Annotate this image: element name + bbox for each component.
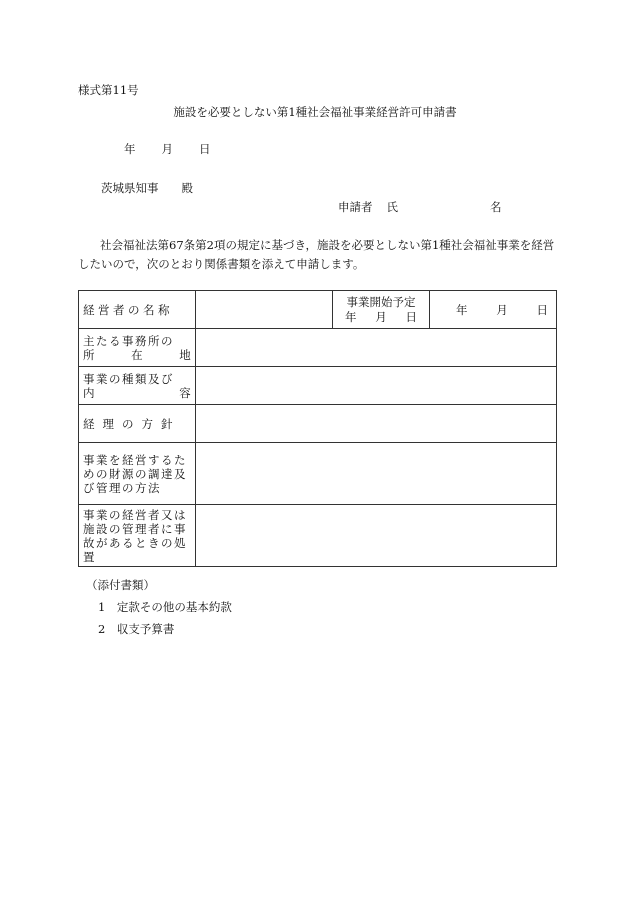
business-type-field[interactable] [196, 367, 557, 405]
table-row [79, 329, 557, 367]
form-number: 様式第11号 [78, 83, 139, 97]
operator-name-field[interactable] [196, 291, 333, 329]
applicant-name-last: 名 [490, 200, 502, 214]
date-month: 月 [161, 142, 173, 156]
table-row [79, 505, 557, 567]
addressee: 茨城県知事 殿 [101, 181, 193, 195]
application-body-text: 社会福祉法第67条第2項の規定に基づき，施設を必要としない第1種社会福祉事業を経営したいので，次のとおり関係書類を添えて申請します。 [78, 238, 555, 271]
start-date-value-year: 年 [456, 302, 468, 317]
attachment-item: 2 収支予算書 [98, 622, 175, 636]
office-label-char-b: 在 [131, 347, 143, 362]
table-row [79, 405, 557, 443]
business-label-char-a: 内 [83, 385, 95, 400]
funding-method-label: 事業を経営するための財源の調達及び管理の方法 [79, 443, 196, 505]
funding-method-field[interactable] [196, 443, 557, 505]
start-date-value-month: 月 [496, 302, 508, 317]
date-day: 日 [199, 142, 211, 156]
applicant-label: 申請者 [338, 200, 373, 214]
accident-measures-label: 事業の経営者又は施設の管理者に事故があるときの処置 [79, 505, 196, 567]
start-date-label-day: 日 [405, 309, 417, 324]
start-date-label-line1: 事業開始予定 [346, 294, 416, 309]
attachments-heading: （添付書類） [86, 578, 155, 592]
application-form-table [78, 290, 557, 567]
table-row [79, 367, 557, 405]
attachment-item: 1 定款その他の基本約款 [98, 600, 232, 614]
date-year: 年 [124, 142, 136, 156]
operator-name-label: 経営者の名称 [79, 291, 196, 329]
office-label-char-c: 地 [179, 347, 191, 362]
applicant-line [338, 199, 502, 215]
office-location-field[interactable] [196, 329, 557, 367]
accounting-policy-field[interactable] [196, 405, 557, 443]
office-label-char-a: 所 [83, 347, 95, 362]
start-date-value-day: 日 [536, 302, 548, 317]
start-date-label-year: 年 [345, 309, 357, 324]
start-date-label [333, 291, 430, 329]
business-label-char-b: 容 [179, 385, 191, 400]
date-line [124, 141, 211, 157]
document-title: 施設を必要としない第1種社会福祉事業経営許可申請書 [173, 105, 457, 119]
start-date-field[interactable] [430, 291, 557, 329]
business-label-line1: 事業の種類及び [83, 371, 174, 386]
office-label-line1: 主たる事務所の [83, 333, 174, 348]
applicant-name-first: 氏 [386, 200, 398, 214]
start-date-label-month: 月 [375, 309, 387, 324]
table-row [79, 443, 557, 505]
office-location-label [79, 329, 196, 367]
accounting-policy-label: 経理の方針 [79, 405, 196, 443]
accident-measures-field[interactable] [196, 505, 557, 567]
table-row [79, 291, 557, 329]
business-type-label [79, 367, 196, 405]
